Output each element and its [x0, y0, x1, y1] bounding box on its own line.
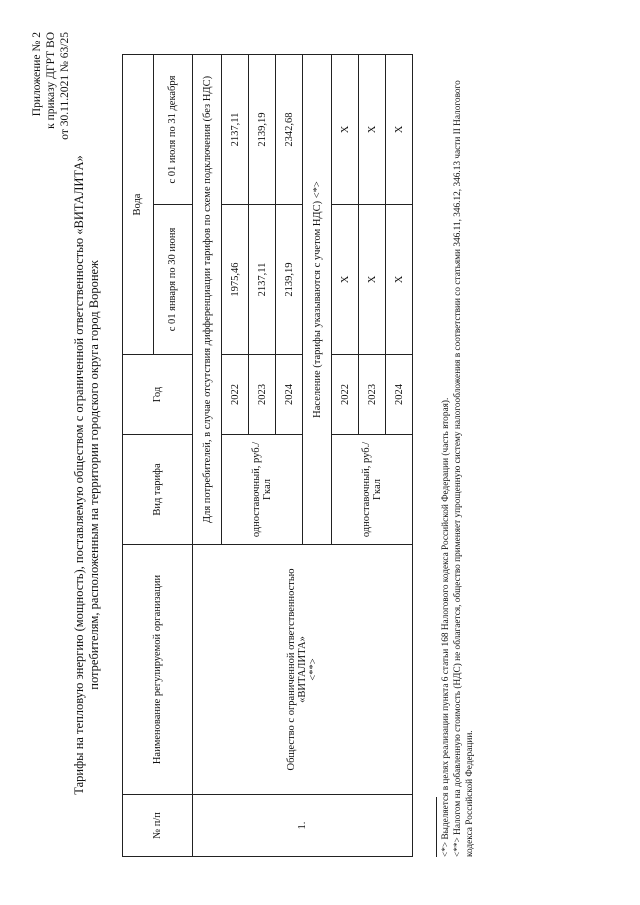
tariff-value-h1: 1975,46 [222, 205, 249, 355]
organization-name: Общество с ограниченной ответственностью «ВИТАЛИТА» [286, 568, 308, 771]
title-line-2: потребителям, расположенным на территории городского округа город Воронеж [87, 260, 101, 690]
footnote-vat: <*> Выделяется в целях реализации пункта 6 статьи 168 Налогового кодекса Российской Федерации (часть вторая). [441, 397, 451, 857]
tariff-type-cell: одноставочный, руб./Гкал [332, 435, 413, 545]
tariff-value-h2: X [386, 55, 413, 205]
header-organization: Наименование регулируемой организации [123, 545, 193, 795]
tariff-value-h2: 2137,11 [222, 55, 249, 205]
year-cell: 2022 [222, 355, 249, 435]
tariff-value-h1: X [386, 205, 413, 355]
appendix-header [30, 32, 72, 140]
header-period-second-half: с 01 июля по 31 декабря [154, 55, 193, 205]
footnotes [440, 57, 476, 857]
tariff-table [122, 54, 413, 857]
footnote-simplified-tax: <**> Налогом на добавленную стоимость (НДС) не облагается, общество применяет упрощенную систему налогообложения в соответствии со статьями 346.11, 346.12, 346.13 части II Налогового кодекса Российской Федерации. [453, 80, 475, 857]
title-line-1: Тарифы на тепловую энергию (мощность), поставляемую обществом с ограниченной ответственностью «ВИТАЛИТА» [72, 155, 86, 795]
tariff-value-h2: 2342,68 [276, 55, 303, 205]
year-cell: 2023 [249, 355, 276, 435]
document-title [72, 95, 102, 855]
tariff-value-h1: 2137,11 [249, 205, 276, 355]
year-cell: 2023 [359, 355, 386, 435]
section-title: Население (тарифы указываются с учетом НДС) <*> [303, 55, 332, 545]
row-number: 1. [193, 795, 413, 857]
tariff-type-cell: одноставочный, руб./Гкал [222, 435, 303, 545]
tariff-value-h2: X [359, 55, 386, 205]
tariff-value-h1: X [332, 205, 359, 355]
year-cell: 2024 [276, 355, 303, 435]
header-number: № п/п [123, 795, 193, 857]
appendix-order-date: от 30.11.2021 № 63/25 [59, 32, 71, 140]
table-header-row [123, 55, 154, 857]
section-row [193, 55, 222, 857]
appendix-order-reference: к приказу ДГРТ ВО [45, 32, 57, 129]
header-tariff-type: Вид тарифа [123, 435, 193, 545]
year-cell: 2024 [386, 355, 413, 435]
section-title: Для потребителей, в случае отсутствия дифференциации тарифов по схеме подключения (без НДС) [193, 55, 222, 545]
header-year: Год [123, 355, 193, 435]
tariff-value-h1: 2139,19 [276, 205, 303, 355]
organization-note: <**> [308, 658, 319, 681]
tariff-value-h2: 2139,19 [249, 55, 276, 205]
year-cell: 2022 [332, 355, 359, 435]
organization-cell [193, 545, 413, 795]
header-period-first-half: с 01 января по 30 июня [154, 205, 193, 355]
tariff-value-h1: X [359, 205, 386, 355]
tariff-value-h2: X [332, 55, 359, 205]
footnote-divider [436, 797, 437, 857]
header-water: Вода [123, 55, 154, 355]
appendix-number: Приложение № 2 [31, 32, 43, 117]
